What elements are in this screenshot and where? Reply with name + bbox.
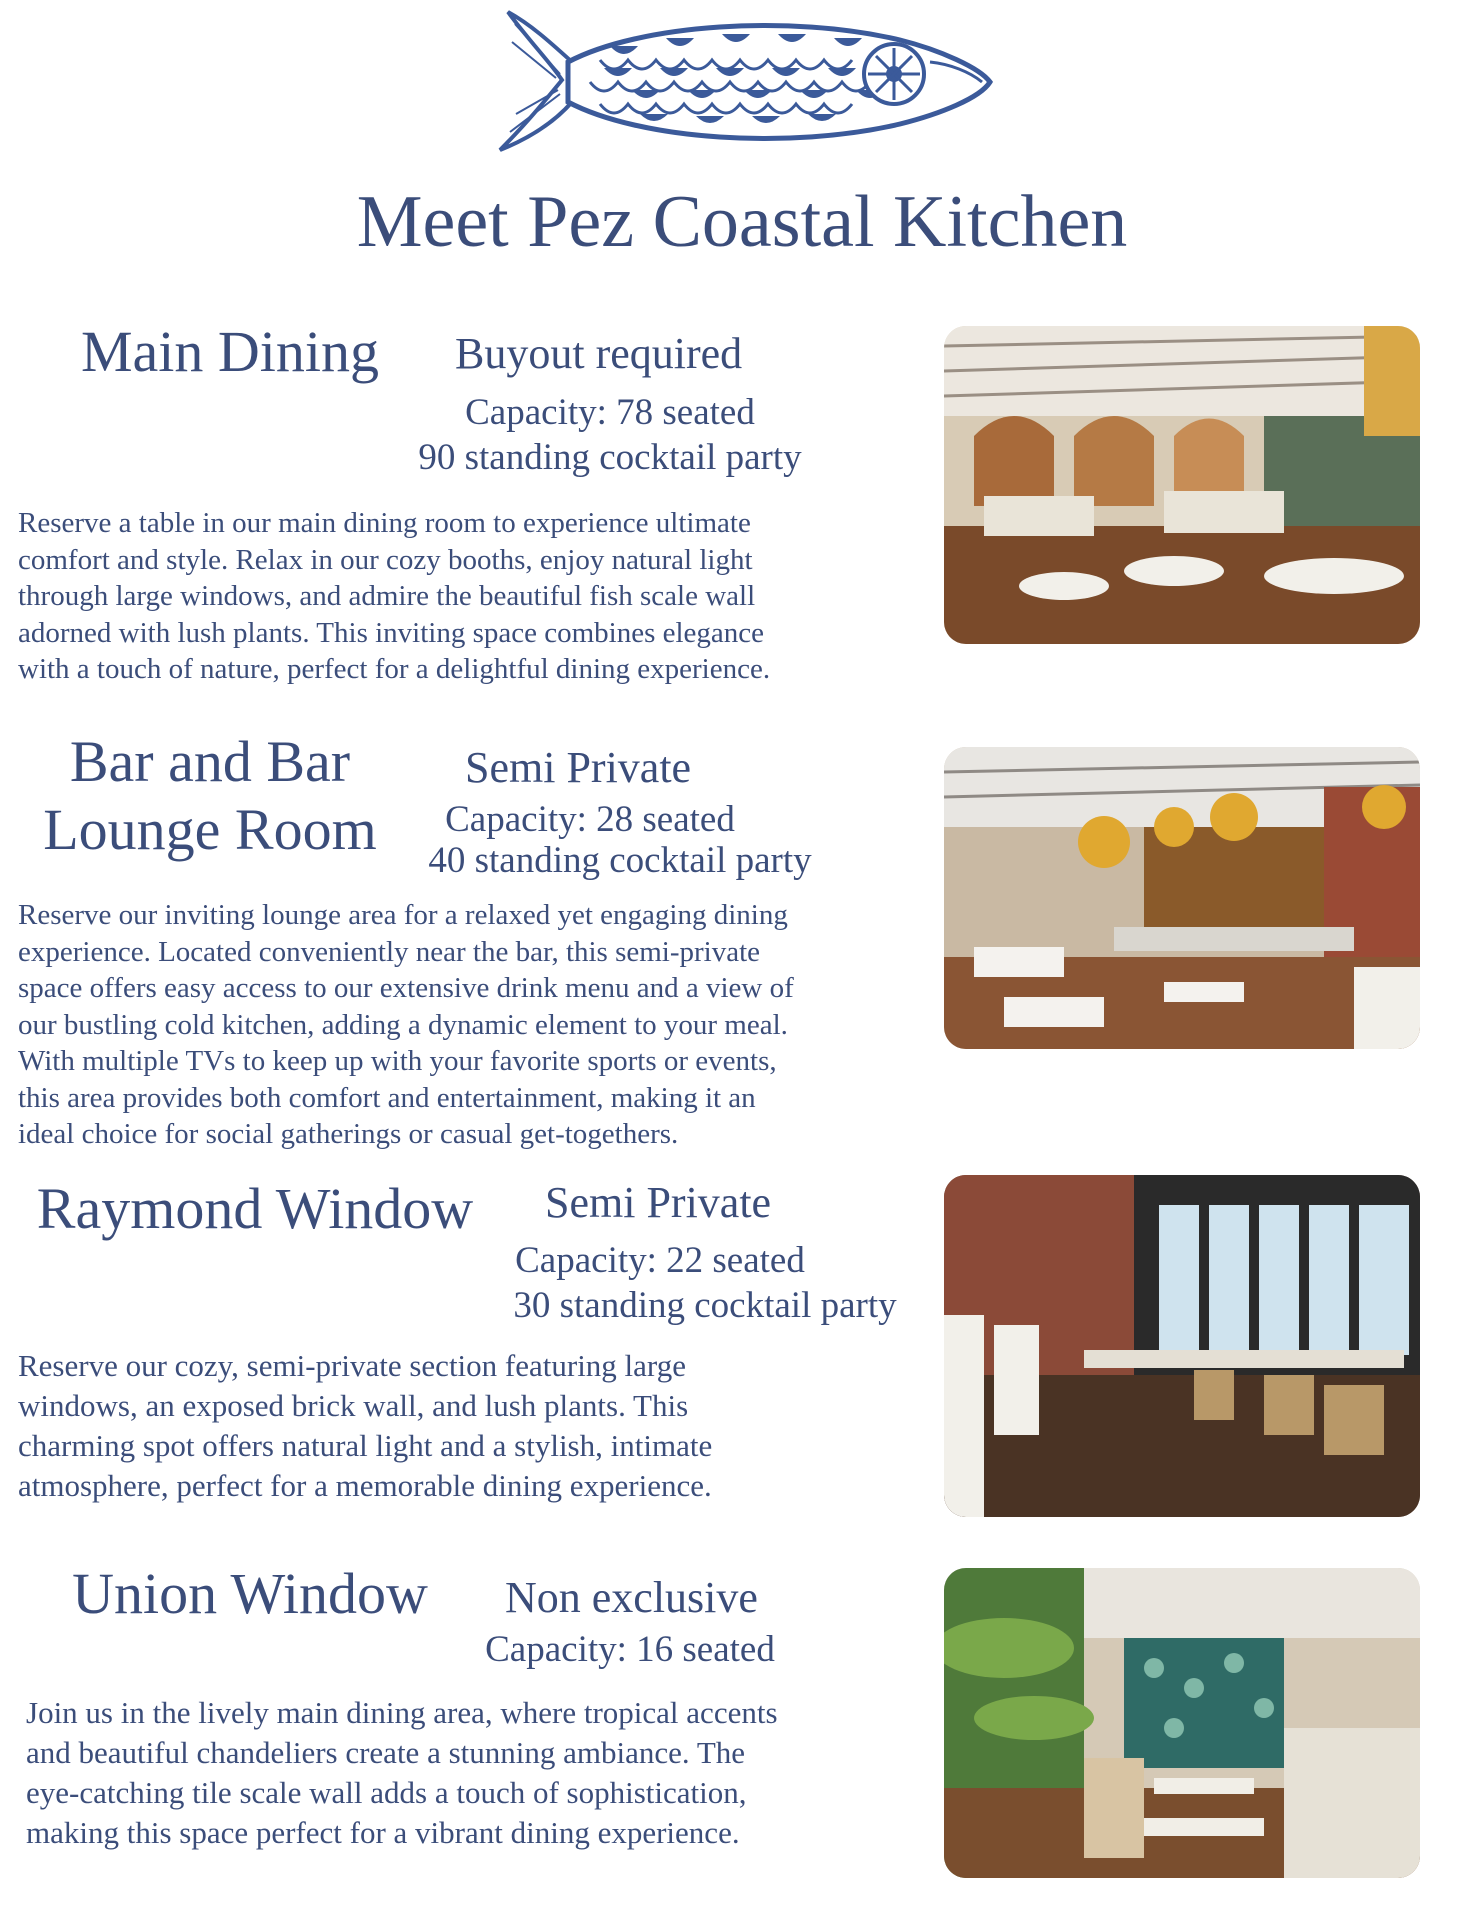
- photo-raymond-window: [944, 1175, 1420, 1517]
- section-title-union-window: Union Window: [72, 1561, 428, 1626]
- fish-logo-icon: [490, 2, 1000, 162]
- capacity-standing-bar-lounge: 40 standing cocktail party: [428, 840, 812, 881]
- section-title-bar-lounge: Bar and Bar Lounge Room: [43, 729, 377, 862]
- section-title-main-dining: Main Dining: [80, 319, 380, 384]
- capacity-seated-main-dining: Capacity: 78 seated: [465, 392, 755, 433]
- capacity-standing-main-dining: 90 standing cocktail party: [418, 437, 802, 478]
- section-type-raymond-window: Semi Private: [545, 1178, 772, 1227]
- section-type-bar-lounge: Semi Private: [465, 743, 692, 792]
- description-raymond-window: Reserve our cozy, semi-private section featuring large windows, an exposed brick wall, and lush plants. This charming spot offers natural light and a stylish, intimate atmosphere, perfect for a memorable dining experience.: [18, 1348, 713, 1503]
- photo-main-dining: [944, 326, 1420, 644]
- description-bar-lounge: Reserve our inviting lounge area for a relaxed yet engaging dining experience. Located conveniently near the bar, this semi-private space offers easy access to our extensive drink menu and a view of our bustling cold kitchen, adding a dynamic element to your meal. With multiple TVs to keep up with your favorite sports or events, this area provides both comfort and entertainment, making it an ideal choice for social gatherings or casual get-togethers.: [18, 899, 794, 1150]
- section-type-main-dining: Buyout required: [455, 329, 743, 378]
- capacity-seated-union-window: Capacity: 16 seated: [485, 1629, 775, 1670]
- description-main-dining: Reserve a table in our main dining room to experience ultimate comfort and style. Relax in our cozy booths, enjoy natural light through large windows, and admire the beautiful fish scale wall adorned with lush plants. This inviting space combines elegance with a touch of nature, perfect for a delightful dining experience.: [18, 507, 771, 685]
- section-title-raymond-window: Raymond Window: [36, 1176, 474, 1241]
- section-type-union-window: Non exclusive: [505, 1573, 758, 1622]
- photo-union-window: [944, 1568, 1420, 1878]
- capacity-standing-raymond-window: 30 standing cocktail party: [513, 1285, 897, 1326]
- capacity-seated-raymond-window: Capacity: 22 seated: [515, 1240, 805, 1281]
- capacity-seated-bar-lounge: Capacity: 28 seated: [445, 799, 735, 840]
- page-title: Meet Pez Coastal Kitchen: [356, 181, 1128, 263]
- photo-bar-lounge: [944, 747, 1420, 1049]
- description-union-window: Join us in the lively main dining area, where tropical accents and beautiful chandeliers create a stunning ambiance. The eye-catching tile scale wall adds a touch of sophistication, making this space perfect for a vibrant dining experience.: [26, 1695, 778, 1850]
